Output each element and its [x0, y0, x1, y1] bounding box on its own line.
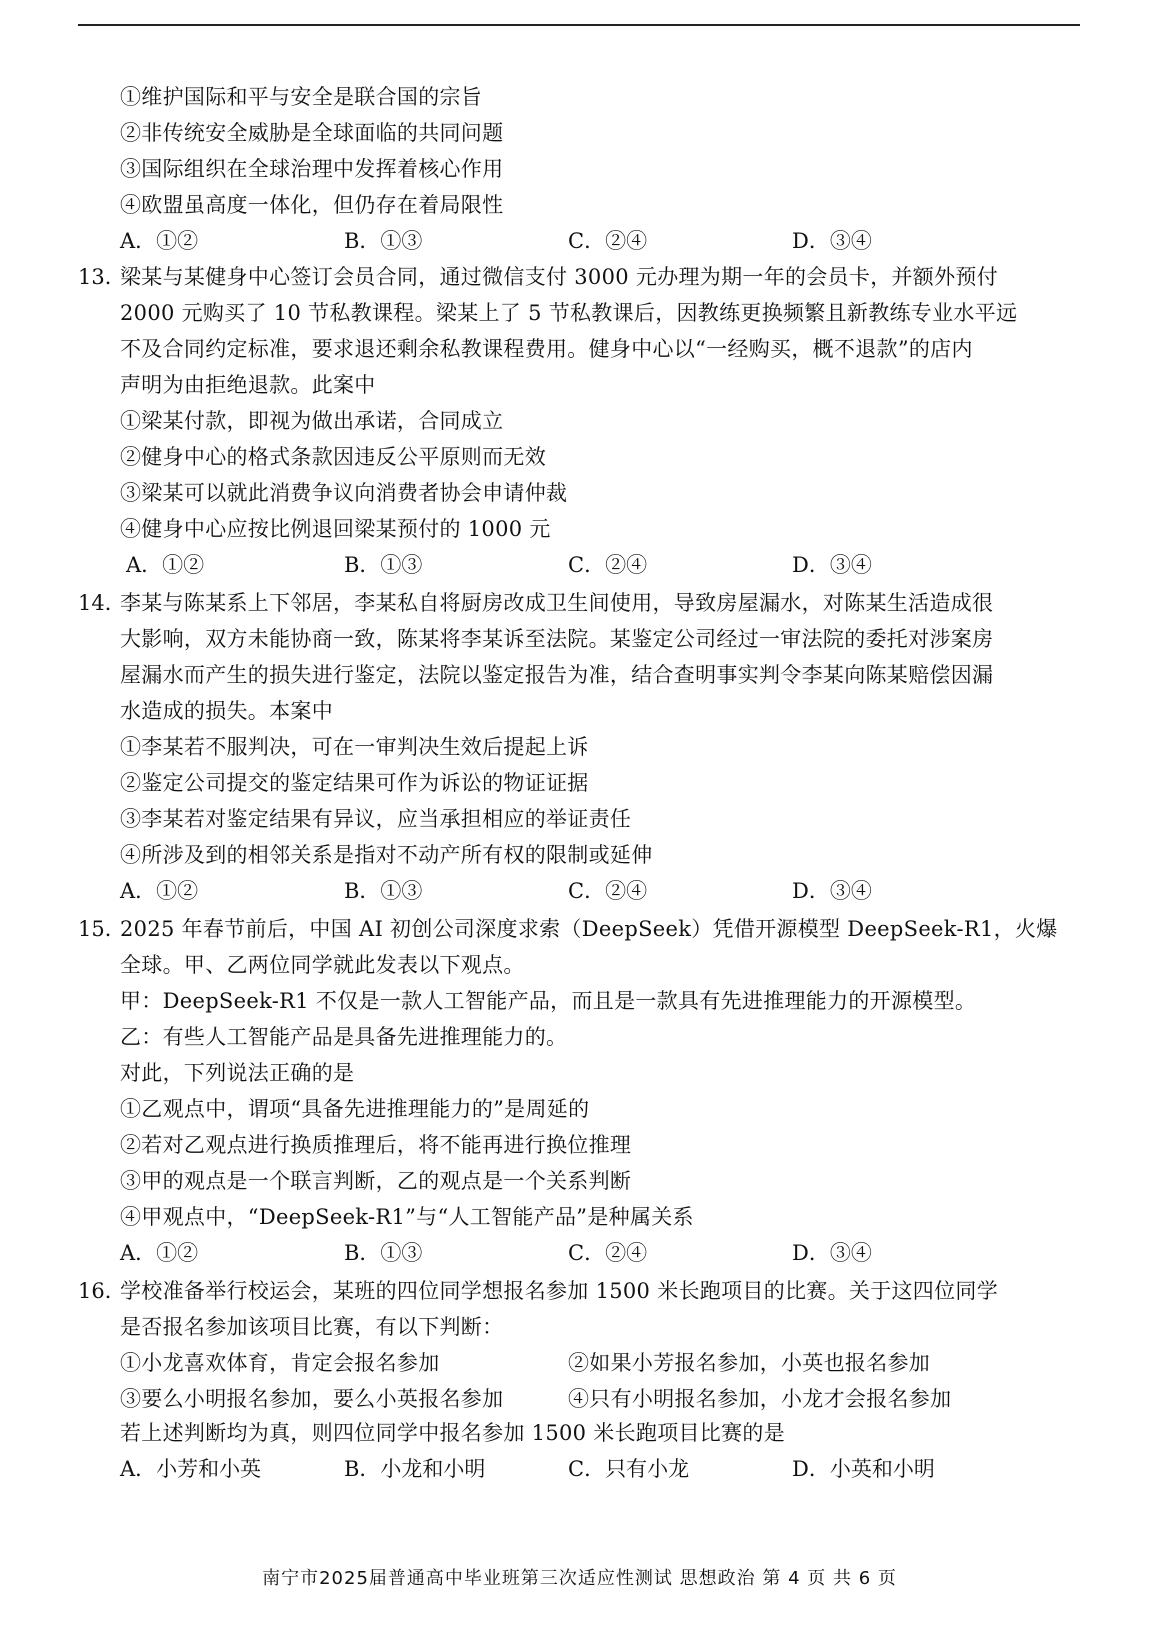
q16-stem-1: 学校准备举行校运会，某班的四位同学想报名参加 1500 米长跑项目的比赛。关于这四位同学 — [120, 1279, 998, 1303]
q12-option-d: D．③④ — [792, 229, 872, 253]
q16-item-4: ④只有小明报名参加，小龙才会报名参加 — [568, 1387, 952, 1411]
q14-stem-3: 屋漏水而产生的损失进行鉴定，法院以鉴定报告为准，结合查明事实判令李某向陈某赔偿因漏 — [120, 663, 994, 687]
q15-option-d: D．③④ — [792, 1241, 872, 1265]
q13-option-b: B．①③ — [344, 553, 423, 577]
q16-item-2: ②如果小芳报名参加，小英也报名参加 — [568, 1351, 931, 1375]
q15-option-b: B．①③ — [344, 1241, 423, 1265]
q13-stem-2: 2000 元购买了 10 节私教课程。梁某上了 5 节私教课后，因教练更换频繁且新教练专业水平远 — [120, 301, 1018, 325]
q14-item-4: ④所涉及到的相邻关系是指对不动产所有权的限制或延伸 — [120, 843, 653, 867]
q12-option-a: A．①② — [120, 229, 199, 253]
q13-item-2: ②健身中心的格式条款因违反公平原则而无效 — [120, 445, 546, 469]
q16-option-c: C．只有小龙 — [568, 1457, 690, 1481]
q13-number: 13． — [78, 265, 126, 289]
q13-item-3: ③梁某可以就此消费争议向消费者协会申请仲裁 — [120, 481, 568, 505]
q15-option-a: A．①② — [120, 1241, 199, 1265]
q13-stem-4: 声明为由拒绝退款。此案中 — [120, 373, 376, 397]
q13-item-1: ①梁某付款，即视为做出承诺，合同成立 — [120, 409, 504, 433]
q15-stem-1: 2025 年春节前后，中国 AI 初创公司深度求索（DeepSeek）凭借开源模型 DeepSeek-R1，火爆 — [120, 917, 1058, 941]
q15-item-1: ①乙观点中，谓项“具备先进推理能力的”是周延的 — [120, 1097, 590, 1121]
q16-number: 16． — [78, 1279, 126, 1303]
page-footer: 南宁市2025届普通高中毕业班第三次适应性测试 思想政治 第 4 页 共 6 页 — [262, 1568, 897, 1589]
q16-tail: 若上述判断均为真，则四位同学中报名参加 1500 米长跑项目比赛的是 — [120, 1421, 785, 1445]
q15-item-2: ②若对乙观点进行换质推理后，将不能再进行换位推理 — [120, 1133, 632, 1157]
q13-item-4: ④健身中心应按比例退回梁某预付的 1000 元 — [120, 517, 551, 541]
q14-option-c: C．②④ — [568, 879, 648, 903]
q14-stem-4: 水造成的损失。本案中 — [120, 699, 333, 723]
q16-option-b: B．小龙和小明 — [344, 1457, 486, 1481]
q12-option-c: C．②④ — [568, 229, 648, 253]
q16-option-d: D．小英和小明 — [792, 1457, 935, 1481]
q15-option-c: C．②④ — [568, 1241, 648, 1265]
top-rule — [78, 24, 1080, 26]
q13-stem-1: 梁某与某健身中心签订会员合同，通过微信支付 3000 元办理为期一年的会员卡，并额外预付 — [120, 265, 998, 289]
q15-number: 15． — [78, 917, 126, 941]
q14-option-a: A．①② — [120, 879, 199, 903]
q16-item-1: ①小龙喜欢体育，肯定会报名参加 — [120, 1351, 440, 1375]
q16-item-3: ③要么小明报名参加，要么小英报名参加 — [120, 1387, 504, 1411]
q14-stem-2: 大影响，双方未能协商一致，陈某将李某诉至法院。某鉴定公司经过一审法院的委托对涉案房 — [120, 627, 994, 651]
q14-item-3: ③李某若对鉴定结果有异议，应当承担相应的举证责任 — [120, 807, 632, 831]
q16-stem-2: 是否报名参加该项目比赛，有以下判断： — [120, 1315, 504, 1339]
q15-item-3: ③甲的观点是一个联言判断，乙的观点是一个关系判断 — [120, 1169, 632, 1193]
q14-option-b: B．①③ — [344, 879, 423, 903]
q13-stem-3: 不及合同约定标准，要求退还剩余私教课程费用。健身中心以“一经购买，概不退款”的店内 — [120, 337, 973, 361]
q15-stem-4: 乙：有些人工智能产品是具备先进推理能力的。 — [120, 1025, 568, 1049]
q12-item-1: ①维护国际和平与安全是联合国的宗旨 — [120, 85, 483, 109]
q14-item-2: ②鉴定公司提交的鉴定结果可作为诉讼的物证证据 — [120, 771, 589, 795]
q14-number: 14． — [78, 591, 126, 615]
q14-stem-1: 李某与陈某系上下邻居，李某私自将厨房改成卫生间使用，导致房屋漏水，对陈某生活造成很 — [120, 591, 994, 615]
q15-item-4: ④甲观点中，“DeepSeek-R1”与“人工智能产品”是种属关系 — [120, 1205, 694, 1229]
q12-item-2: ②非传统安全威胁是全球面临的共同问题 — [120, 121, 504, 145]
q15-stem-2: 全球。甲、乙两位同学就此发表以下观点。 — [120, 953, 525, 977]
q16-option-a: A．小芳和小英 — [120, 1457, 262, 1481]
q15-stem-5: 对此，下列说法正确的是 — [120, 1061, 355, 1085]
q13-option-d: D．③④ — [792, 553, 872, 577]
q15-stem-3: 甲：DeepSeek-R1 不仅是一款人工智能产品，而且是一款具有先进推理能力的开源模型。 — [120, 989, 977, 1013]
q13-option-a: A．①② — [126, 553, 205, 577]
q12-item-4: ④欧盟虽高度一体化，但仍存在着局限性 — [120, 193, 504, 217]
q12-option-b: B．①③ — [344, 229, 423, 253]
q12-item-3: ③国际组织在全球治理中发挥着核心作用 — [120, 157, 504, 181]
q14-option-d: D．③④ — [792, 879, 872, 903]
q13-option-c: C．②④ — [568, 553, 648, 577]
q14-item-1: ①李某若不服判决，可在一审判决生效后提起上诉 — [120, 735, 589, 759]
